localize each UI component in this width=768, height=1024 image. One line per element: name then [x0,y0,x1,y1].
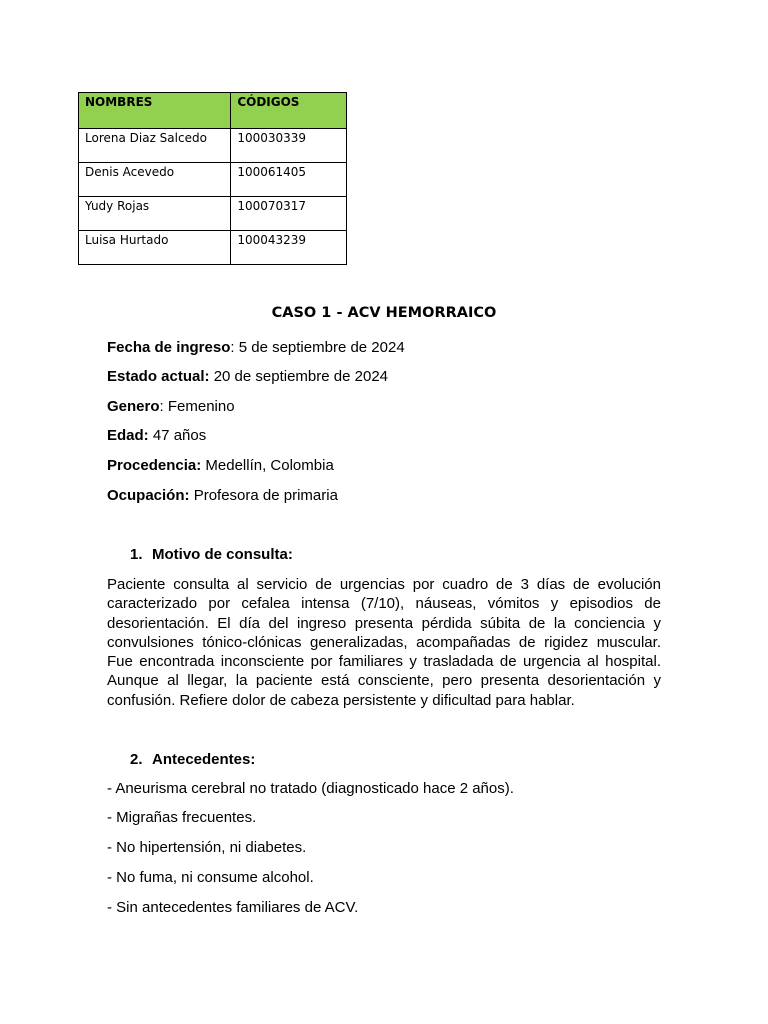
case-title: CASO 1 - ACV HEMORRAICO [271,305,497,321]
table-row [79,231,347,265]
section-heading-consultation [130,546,293,563]
info-value: 20 de septiembre de 2024 [213,368,388,385]
info-label: Ocupación: [107,487,190,504]
info-label: Genero [107,398,160,415]
student-code: 100061405 [231,163,347,197]
info-value: Profesora de primaria [193,487,338,504]
info-separator: : [159,398,168,415]
info-current-status [107,368,388,385]
info-value: Medellín, Colombia [205,457,334,474]
info-value: Femenino [167,398,235,415]
info-value: 47 años [152,427,207,444]
history-item: - Aneurisma cerebral no tratado (diagnosticado hace 2 años). [107,780,514,797]
info-label: Fecha de ingreso [107,339,231,356]
info-occupation [107,487,338,504]
info-value: 5 de septiembre de 2024 [238,339,405,356]
student-name: Lorena Diaz Salcedo [79,129,231,163]
student-name: Yudy Rojas [79,197,231,231]
section-heading-history [130,751,255,768]
info-gender [107,398,235,415]
info-label: Procedencia: [107,457,202,474]
section-title: Antecedentes: [152,751,256,768]
table-row [79,197,347,231]
history-item: - No fuma, ni consume alcohol. [107,869,314,886]
student-code: 100043239 [231,231,347,265]
student-name: Luisa Hurtado [79,231,231,265]
header-names: NOMBRES [79,93,231,129]
info-admission-date [107,339,405,356]
info-separator: : [230,339,239,356]
table-row [79,163,347,197]
table-row [79,129,347,163]
student-code: 100030339 [231,129,347,163]
history-item: - Sin antecedentes familiares de ACV. [107,899,359,916]
info-age [107,427,206,444]
info-label: Edad: [107,427,149,444]
section-number: 2. [130,751,143,768]
info-origin [107,457,334,474]
history-item: - No hipertensión, ni diabetes. [107,839,307,856]
table-header-row [79,93,347,129]
info-label: Estado actual: [107,368,210,385]
student-name: Denis Acevedo [79,163,231,197]
students-table [78,92,347,265]
student-code: 100070317 [231,197,347,231]
consultation-paragraph: Paciente consulta al servicio de urgencias por cuadro de 3 días de evolución caracterizado por cefalea intensa (7/10), náuseas, vómitos y episodios de desorientación. El día del ingreso presenta pérdida súbita de la conciencia y convulsiones tónico-clónicas generalizadas, acompañadas de rigidez muscular. Fue encontrada inconsciente por familiares y trasladada de urgencia al hospital. Aunque al llegar, la paciente está consciente, pero presenta desorientación y confusión. Refiere dolor de cabeza persistente y dificultad para hablar. [107,576,661,709]
section-number: 1. [130,546,143,563]
history-item: - Migrañas frecuentes. [107,809,257,826]
section-title: Motivo de consulta: [152,546,293,563]
header-codes: CÓDIGOS [231,93,347,129]
